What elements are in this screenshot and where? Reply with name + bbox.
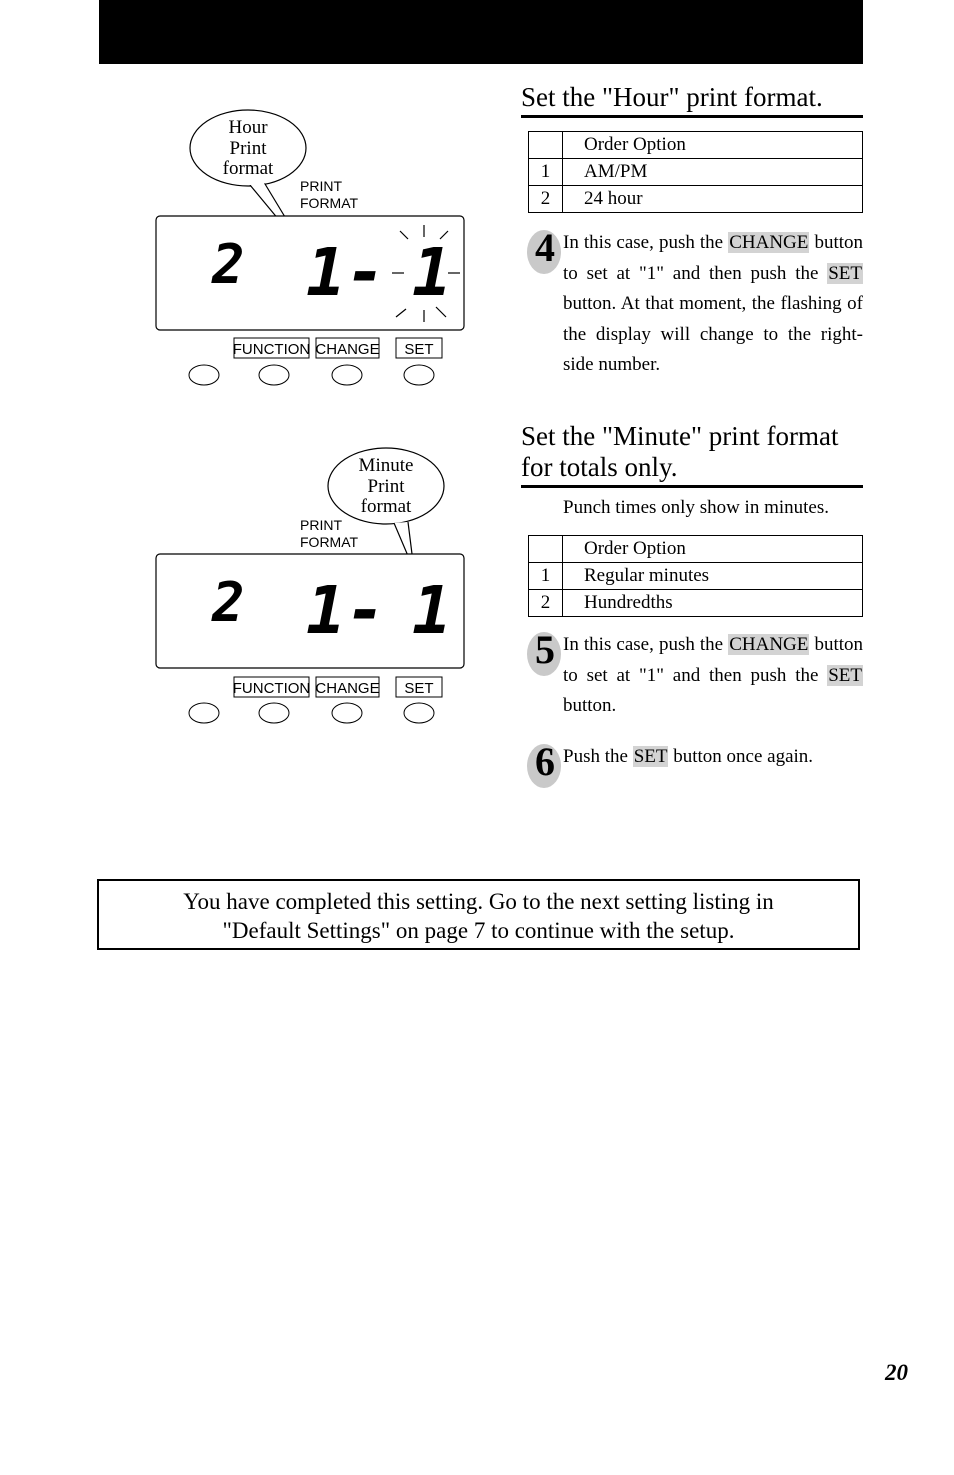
lcd-digit: 1- [306, 234, 386, 311]
callout-line: Print [367, 476, 405, 497]
step-text: In this case, push the CHANGE button to set at "1" and then push the SET button. [563, 634, 864, 716]
lcd-digit: 1 [412, 234, 452, 311]
minute-options-table [528, 535, 863, 617]
diagram-hour-print-format [150, 105, 480, 395]
function-button[interactable] [259, 365, 289, 385]
function-button[interactable] [259, 703, 289, 723]
set-label: SET [404, 680, 434, 697]
lcd-digit: 2 [212, 571, 245, 634]
indicator-label: PRINT [300, 178, 342, 194]
change-label: CHANGE [315, 341, 380, 358]
step-4 [527, 225, 864, 381]
step-text: Push the SET button once again. [563, 746, 814, 767]
table-cell [529, 536, 563, 563]
change-key-label: CHANGE [729, 634, 809, 655]
section-title-minute [521, 421, 863, 488]
lcd-digit: 1 [412, 572, 452, 649]
lcd-digit: 2 [212, 233, 245, 296]
indicator-label: PRINT [300, 517, 342, 533]
table-row [529, 563, 863, 590]
step-text: In this case, push the CHANGE button to set at "1" and then push the SET button. At that moment, the flashing of the display will change to the right-side number. [563, 232, 864, 375]
button-blank[interactable] [189, 365, 219, 385]
callout-line: format [360, 496, 412, 517]
set-key-label: SET [633, 746, 668, 767]
page-number: 20 [885, 1360, 908, 1385]
callout-line: format [222, 158, 274, 179]
minute-note: Punch times only show in minutes. [563, 497, 829, 518]
table-cell [529, 132, 563, 159]
set-key-label: SET [828, 262, 862, 284]
callout-line: Print [229, 138, 267, 159]
step-number-badge [527, 225, 563, 274]
step-6 [527, 739, 863, 784]
button-labels [233, 677, 442, 697]
button-blank[interactable] [189, 703, 219, 723]
table-header-row [529, 536, 863, 563]
section-title-line: for totals only. [521, 452, 678, 482]
callout-minute-print-format [328, 448, 444, 570]
notice-line: "Default Settings" on page 7 to continue with the setup. [222, 918, 735, 943]
table-cell: Order Option [563, 132, 863, 159]
notice-line: You have completed this setting. Go to the next setting listing in [183, 889, 774, 914]
callout-line: Minute [358, 455, 414, 476]
set-label: SET [404, 341, 434, 358]
function-label: FUNCTION [232, 341, 311, 358]
callout-line: Hour [228, 117, 268, 138]
change-key-label: CHANGE [729, 232, 809, 253]
step-number-badge [527, 627, 563, 676]
hour-options-table [528, 131, 863, 213]
diagram-minute-print-format [150, 444, 480, 734]
change-label: CHANGE [315, 680, 380, 697]
function-label: FUNCTION [232, 680, 311, 697]
lcd-digit: 1- [306, 572, 386, 649]
change-button[interactable] [332, 365, 362, 385]
set-button[interactable] [404, 703, 434, 723]
table-row [529, 590, 863, 617]
table-cell: 24 hour [563, 186, 863, 213]
table-cell: 1 [529, 563, 563, 590]
step-number: 4 [535, 225, 555, 270]
table-cell: 1 [529, 159, 563, 186]
set-button[interactable] [404, 365, 434, 385]
table-row [529, 186, 863, 213]
header-bar [99, 0, 863, 64]
completion-notice [97, 879, 860, 950]
set-key-label: SET [828, 664, 862, 686]
section-title-hour: Set the "Hour" print format. [521, 82, 863, 118]
section-title-line: Set the "Minute" print format [521, 421, 839, 451]
step-number-badge [527, 739, 563, 788]
step-number: 6 [535, 739, 555, 784]
table-cell: Order Option [563, 536, 863, 563]
table-row [529, 159, 863, 186]
table-cell: 2 [529, 186, 563, 213]
indicator-label: FORMAT [300, 195, 359, 211]
step-number: 5 [535, 627, 555, 672]
table-cell: Hundredths [563, 590, 863, 617]
table-header-row [529, 132, 863, 159]
button-labels [233, 338, 442, 358]
table-cell: AM/PM [563, 159, 863, 186]
indicator-label: FORMAT [300, 534, 359, 550]
table-cell: 2 [529, 590, 563, 617]
table-cell: Regular minutes [563, 563, 863, 590]
change-button[interactable] [332, 703, 362, 723]
step-5 [527, 627, 864, 722]
